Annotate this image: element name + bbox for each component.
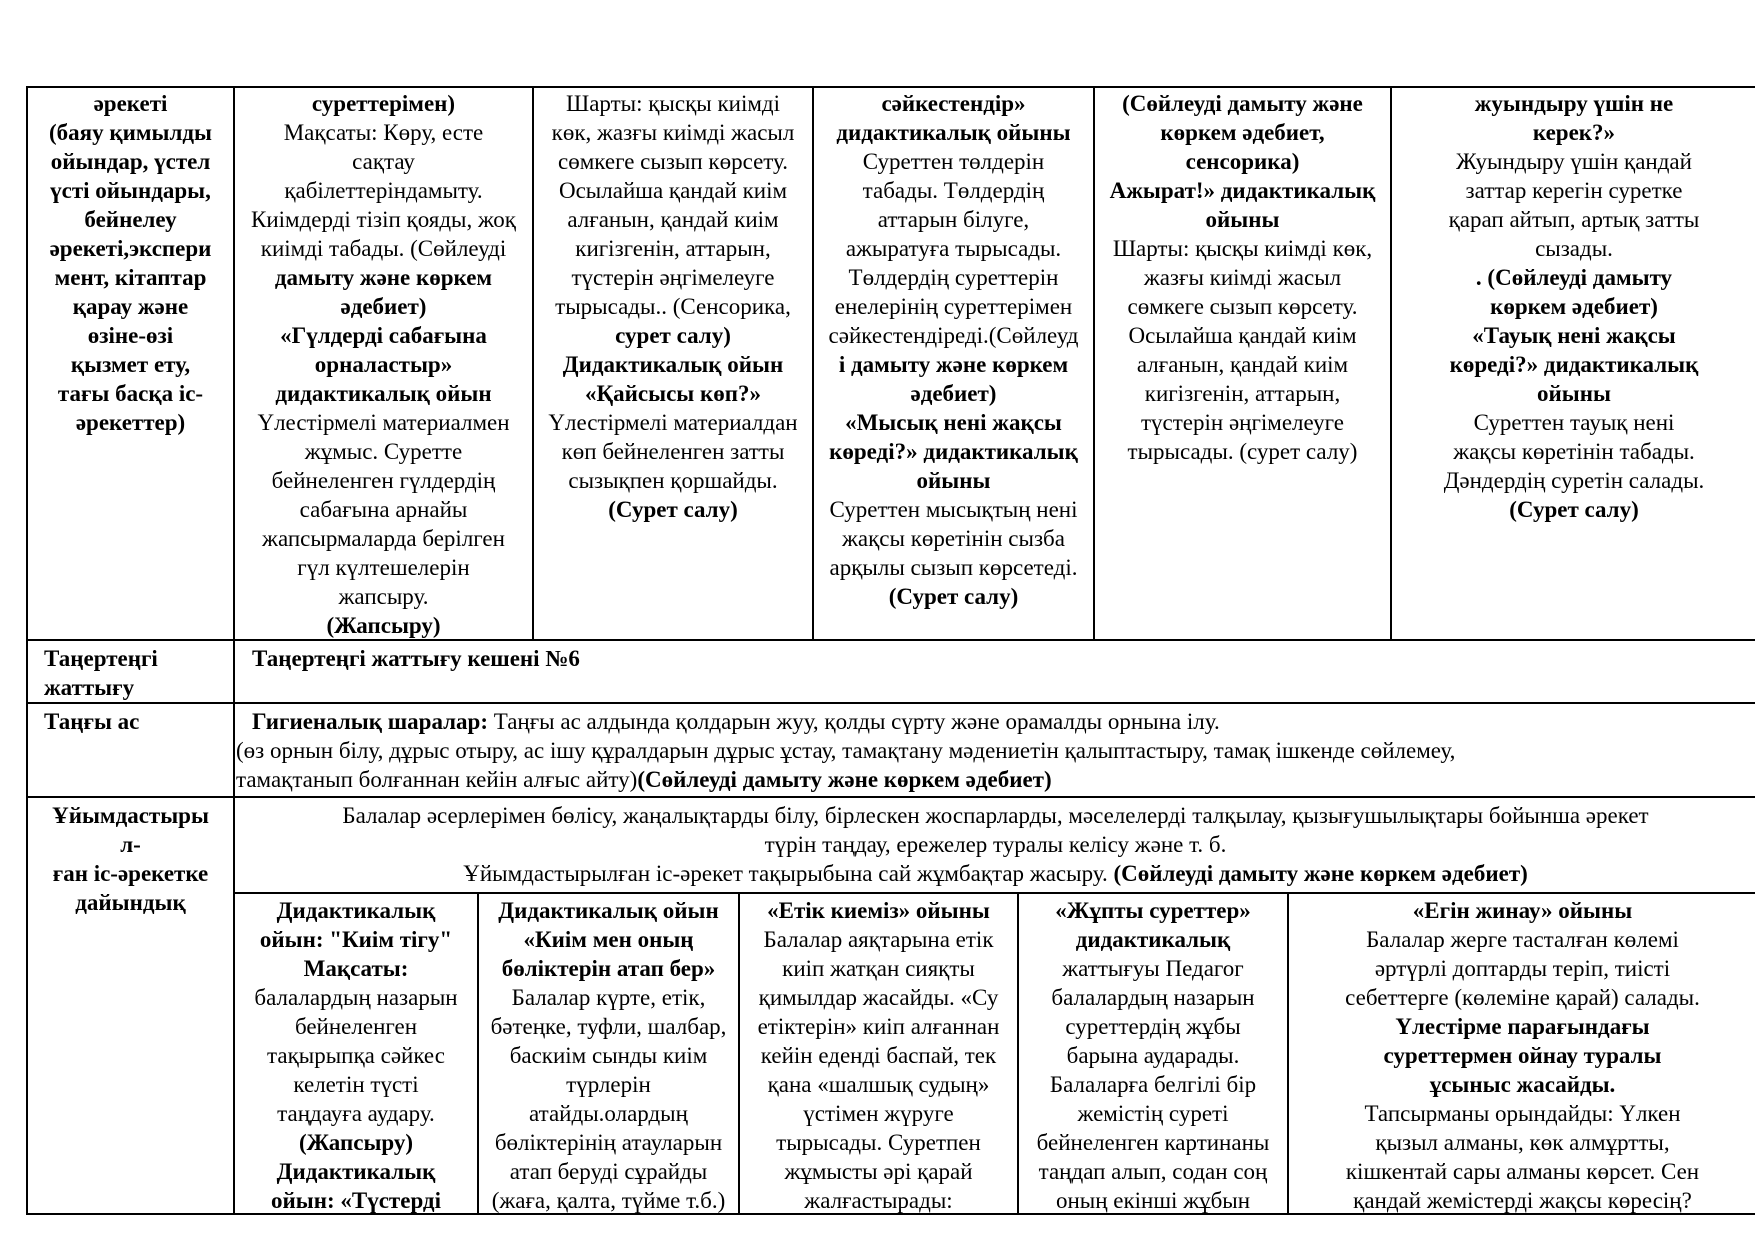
activity-cell-1 xyxy=(235,89,532,640)
text-line: сурет салу) xyxy=(615,323,731,348)
text-line: Балаларға белгілі бір xyxy=(1049,1072,1257,1097)
text-line: сәйкестендіреді.(Сөйлеуд xyxy=(828,323,1079,348)
activity-cell-4 xyxy=(1095,89,1390,466)
morning-exercise-label xyxy=(44,644,232,702)
text-line: заттар керегін суретке xyxy=(1465,178,1683,203)
text-line: Үлестірмелі материалмен xyxy=(257,410,510,435)
text-line: . (Сөйлеуді дамыту xyxy=(1475,265,1673,290)
label-line: бейнелеу xyxy=(84,207,177,232)
text-line: «Етік киеміз» ойыны xyxy=(767,898,990,923)
text-line: түрін таңдау, ережелер туралы келісу және т. б. xyxy=(764,832,1227,857)
text-line: Төлдердің суреттерін xyxy=(848,265,1059,290)
label-line: үсті ойындары, xyxy=(50,178,211,203)
text-line: Дидактикалық xyxy=(276,1159,436,1184)
breakfast-label xyxy=(44,707,232,736)
text-line: жапсыру. xyxy=(338,584,429,609)
label-line: тағы басқа іс- xyxy=(57,381,204,406)
text-line: «Егін жинау» ойыны xyxy=(1412,898,1633,923)
text-line: Дәндердің суретін салады. xyxy=(1443,468,1705,493)
text-line: көреді?» дидактикалық xyxy=(1449,352,1699,377)
text-line: арқылы сызып көрсетеді. xyxy=(829,555,1078,580)
preparation-cell-2 xyxy=(479,896,738,1215)
text-line: балалардың назарын xyxy=(1051,985,1255,1010)
morning-exercise-text xyxy=(252,644,1752,673)
text-line: бейнеленген гүлдердің xyxy=(271,468,496,493)
text-line: Таңертеңгі жаттығу кешені №6 xyxy=(252,646,580,671)
text-line: Суреттен тауық нені xyxy=(1473,410,1675,435)
text-line: үстімен жүруге xyxy=(803,1101,954,1126)
text-line: тақырыпқа сәйкес xyxy=(267,1043,445,1068)
label-line: ған іс-әрекетке xyxy=(52,861,209,886)
text-line: әдебиет) xyxy=(910,381,997,406)
label-line: Таңғы ас xyxy=(44,709,140,734)
text-line: сенсорика) xyxy=(1185,149,1300,174)
text-line: жұмысты әрі қарай xyxy=(784,1159,973,1184)
text-line: кішкентай сары алманы көрсет. Сен xyxy=(1345,1159,1700,1184)
text-line xyxy=(236,707,1754,736)
text-line: көреді?» дидактикалық xyxy=(829,439,1078,464)
text-line: Шарты: қысқы киімді көк, xyxy=(1112,236,1373,261)
row-divider xyxy=(234,892,1755,894)
text-line: Мақсаты: xyxy=(303,956,409,981)
text-line: келетін түсті xyxy=(293,1072,419,1097)
text-line: (Жапсыру) xyxy=(298,1130,414,1155)
preparation-cell-5 xyxy=(1289,896,1755,1215)
text-line: кигізгенін, аттарын, xyxy=(1144,381,1341,406)
label-line: мент, кітаптар xyxy=(54,265,207,290)
text-span-bold: (Сөйлеуді дамыту және көркем әдебиет) xyxy=(637,767,1052,792)
text-line: табады. Төлдердің xyxy=(862,178,1045,203)
text-line: Балалар аяқтарына етік xyxy=(763,927,994,952)
text-line: сөмкеге сызып көрсету. xyxy=(558,149,788,174)
text-line: Суреттен мысықтың нені xyxy=(829,497,1078,522)
text-line: жұмыс. Суретте xyxy=(304,439,463,464)
text-line: сәйкестендір» xyxy=(881,91,1026,116)
text-line: «Киім мен оның xyxy=(523,927,694,952)
text-line: түстерін әңгімелеуге xyxy=(1140,410,1345,435)
text-line: гүл күлтешелерін xyxy=(297,555,470,580)
text-line: қарап айтып, артық затты xyxy=(1448,207,1700,232)
text-line: Дидактикалық xyxy=(276,898,436,923)
preparation-cell-4 xyxy=(1019,896,1287,1215)
text-line: дидактикалық ойын xyxy=(275,381,492,406)
text-line: атайды.олардың xyxy=(529,1101,688,1126)
text-line: (Сурет салу) xyxy=(1509,497,1639,522)
label-line: өзіне-өзі xyxy=(87,323,174,348)
text-line: (өз орнын білу, дұрыс отыру, ас ішу құралдарын дұрыс ұстау, тамақтану мәдениетін қалыптастыру, тамақ ішкенде сөйлемеу, xyxy=(236,738,1456,763)
text-line: Дидактикалық ойын xyxy=(498,898,719,923)
text-line: жапсырмаларда берілген xyxy=(262,526,505,551)
text-line: жаттығуы Педагог xyxy=(1062,956,1244,981)
text-line: ойын: «Түстерді xyxy=(271,1188,441,1213)
row-divider xyxy=(26,702,1755,704)
text-line: жақсы көретінін табады. xyxy=(1453,439,1695,464)
label-line: жаттығу xyxy=(44,675,135,700)
text-line: «Жұпты суреттер» xyxy=(1055,898,1251,923)
text-line: Дидактикалық ойын xyxy=(562,352,784,377)
text-line: сақтау xyxy=(352,149,415,174)
text-line: жазғы киімді жасыл xyxy=(1143,265,1342,290)
text-line: енелерінің суреттерімен xyxy=(834,294,1073,319)
text-line: дидактикалық xyxy=(1075,927,1231,952)
text-line: Шарты: қысқы киімді xyxy=(566,91,780,116)
text-line: (Сурет салу) xyxy=(888,584,1019,609)
text-line: киіп жатқан сияқты xyxy=(782,956,975,981)
text-line: орналастыр» xyxy=(314,352,453,377)
label-line: Ұйымдастыры xyxy=(52,803,209,828)
label-line: қарау және xyxy=(72,294,189,319)
text-line: себеттерге (көлеміне қарай) салады. xyxy=(1345,985,1700,1010)
text-line: тырысады. (сурет салу) xyxy=(1127,439,1358,464)
text-line: (Сурет салу) xyxy=(608,497,738,522)
text-line: «Қайсысы көп?» xyxy=(584,381,761,406)
text-line: суреттердің жұбы xyxy=(1065,1014,1241,1039)
preparation-label xyxy=(28,801,233,917)
text-line: Тапсырманы орындайды: Үлкен xyxy=(1364,1101,1681,1126)
text-span: тамақтанып болғаннан кейін алғыс айту) xyxy=(236,767,638,792)
text-line: і дамыту және көркем xyxy=(838,352,1069,377)
text-line: (жаға, қалта, түйме т.б.) xyxy=(491,1188,726,1213)
preparation-cell-1 xyxy=(235,896,477,1215)
label-line: әрекеттер) xyxy=(75,410,186,435)
preparation-cell-3 xyxy=(740,896,1017,1215)
text-line: ажыратуға тырысады. xyxy=(845,236,1062,261)
text-line: Ажырат!» дидактикалық xyxy=(1109,178,1376,203)
label-line: Таңертеңгі xyxy=(44,646,158,671)
text-line: қана «шалшық судың» xyxy=(767,1072,990,1097)
text-line: (Сөйлеуді дамыту және xyxy=(1122,91,1363,116)
text-line: ойыны xyxy=(1205,207,1280,232)
text-line: аттарын білуге, xyxy=(877,207,1030,232)
text-line xyxy=(235,859,1755,888)
text-line: керек?» xyxy=(1532,120,1616,145)
breakfast-text xyxy=(236,707,1754,794)
text-line: көркем әдебиет, xyxy=(1160,120,1325,145)
label-line: қызмет ету, xyxy=(70,352,191,377)
table-border-top xyxy=(26,86,1755,88)
text-line: Балалар әсерлерімен бөлісу, жаңалықтарды білу, бірлескен жоспарларды, мәселелерді талқылау, қызығушылықтары бойынша әрекет xyxy=(342,803,1649,828)
text-line xyxy=(236,765,1754,794)
hygiene-title: Гигиеналық шаралар: xyxy=(252,709,488,734)
text-line: бөліктерін атап бер» xyxy=(501,956,716,981)
text-line: (Жапсыру) xyxy=(326,613,441,638)
hygiene-text: Таңғы ас алдында қолдарын жуу, қолды сүрту және орамалды орнына ілу. xyxy=(488,709,1220,734)
text-line: алғанын, қандай киім xyxy=(1136,352,1349,377)
text-line: барына аударады. xyxy=(1066,1043,1240,1068)
text-line: сызады. xyxy=(1535,236,1613,261)
text-line: сызықпен қоршайды. xyxy=(568,468,778,493)
text-line: дидактикалық ойыны xyxy=(836,120,1071,145)
label-line: (баяу қимылды xyxy=(49,120,212,145)
text-line: түрлерін xyxy=(566,1072,651,1097)
text-line: жақсы көретінін сызба xyxy=(842,526,1065,551)
label-line: әрекеті xyxy=(93,91,168,116)
text-line: ойыны xyxy=(1537,381,1611,406)
text-line: Осылайша қандай киім xyxy=(558,178,788,203)
label-line: әрекеті,экспери xyxy=(49,236,212,261)
text-line: етіктерін» киіп алғаннан xyxy=(757,1014,1000,1039)
text-line: қызыл алманы, көк алмұртты, xyxy=(1375,1130,1670,1155)
row-divider xyxy=(26,796,1755,798)
text-line: көк, жазғы киімді жасыл xyxy=(551,120,795,145)
text-line: тырысады.. (Сенсорика, xyxy=(555,294,791,319)
text-line: оның екінші жұбын xyxy=(1055,1188,1251,1213)
text-line: қабілеттеріндамыту. xyxy=(284,178,483,203)
text-line: сөмкеге сызып көрсету. xyxy=(1127,294,1358,319)
text-line: балалардың назарын xyxy=(254,985,458,1010)
label-line: ойындар, үстел xyxy=(50,149,211,174)
text-line: Киімдерді тізіп қояды, жоқ xyxy=(251,207,516,232)
text-line: алғанын, қандай киім xyxy=(567,207,779,232)
text-line: кигізгенін, аттарын, xyxy=(575,236,771,261)
text-line: бөліктерінің атауларын xyxy=(494,1130,723,1155)
text-line: жуындыру үшін не xyxy=(1474,91,1674,116)
text-line: бейнеленген xyxy=(294,1014,418,1039)
text-line: Балалар жерге тасталған көлемі xyxy=(1366,927,1679,952)
label-line: л- xyxy=(120,832,141,857)
text-line: ойын: "Киім тігу" xyxy=(259,927,453,952)
text-line: Үлестірмелі материалдан xyxy=(548,410,798,435)
text-line: «Мысық нені жақсы xyxy=(845,410,1062,435)
text-line: Үлестірме парағындағы xyxy=(1395,1014,1650,1039)
text-line: сабағына арнайы xyxy=(299,497,468,522)
activity-cell-5 xyxy=(1392,89,1755,524)
text-span: Ұйымдастырылған іс-әрекет тақырыбына сай жұмбақтар жасыру. xyxy=(463,861,1114,886)
text-line: суреттерімен) xyxy=(311,91,456,116)
text-line: тырысады. Суретпен xyxy=(776,1130,981,1155)
text-line: әдебиет) xyxy=(340,294,427,319)
activity-row-label xyxy=(28,89,233,437)
text-line: «Гүлдерді сабағына xyxy=(280,323,487,348)
text-line: Осылайша қандай киім xyxy=(1128,323,1357,348)
label-line: дайындық xyxy=(75,890,186,915)
text-line: кейін еденді баспай, тек xyxy=(760,1043,997,1068)
text-line: Балалар күрте, етік, xyxy=(511,985,706,1010)
text-line: дамыту және көркем xyxy=(274,265,493,290)
text-span-bold: (Сөйлеуді дамыту және көркем әдебиет) xyxy=(1113,861,1528,886)
text-line: баскиім сынды киім xyxy=(509,1043,708,1068)
text-line: қандай жемістерді жақсы көресің? xyxy=(1353,1188,1692,1213)
text-line: түстерін әңгімелеуге xyxy=(571,265,775,290)
text-line: киімді табады. (Сөйлеуді xyxy=(260,236,507,261)
text-line: таңдауға аудару. xyxy=(277,1101,435,1126)
activity-cell-2 xyxy=(534,89,812,524)
text-line: жемістің суреті xyxy=(1077,1101,1229,1126)
text-line: Жуындыру үшін қандай xyxy=(1456,149,1692,174)
text-line: бейнеленген картинаны xyxy=(1036,1130,1270,1155)
text-line: «Тауық нені жақсы xyxy=(1472,323,1676,348)
text-line: әртүрлі доптарды теріп, тиісті xyxy=(1374,956,1671,981)
preparation-intro xyxy=(235,801,1755,888)
text-line: атап беруді сұрайды xyxy=(509,1159,708,1184)
text-line: суреттермен ойнау туралы xyxy=(1383,1043,1662,1068)
text-line: көркем әдебиет) xyxy=(1490,294,1658,319)
text-line: Суреттен төлдерін xyxy=(862,149,1045,174)
text-line: жалғастырады: xyxy=(804,1188,953,1213)
text-line: Мақсаты: Көру, есте xyxy=(283,120,484,145)
text-line: ұсыныс жасайды. xyxy=(1429,1072,1616,1097)
text-line: ойыны xyxy=(916,468,991,493)
text-line: көп бейнеленген затты xyxy=(561,439,785,464)
text-line: таңдап алып, содан соң xyxy=(1038,1159,1268,1184)
text-line: қимылдар жасайды. «Су xyxy=(758,985,999,1010)
text-line: бәтеңке, туфли, шалбар, xyxy=(490,1014,727,1039)
activity-cell-3 xyxy=(814,89,1093,611)
